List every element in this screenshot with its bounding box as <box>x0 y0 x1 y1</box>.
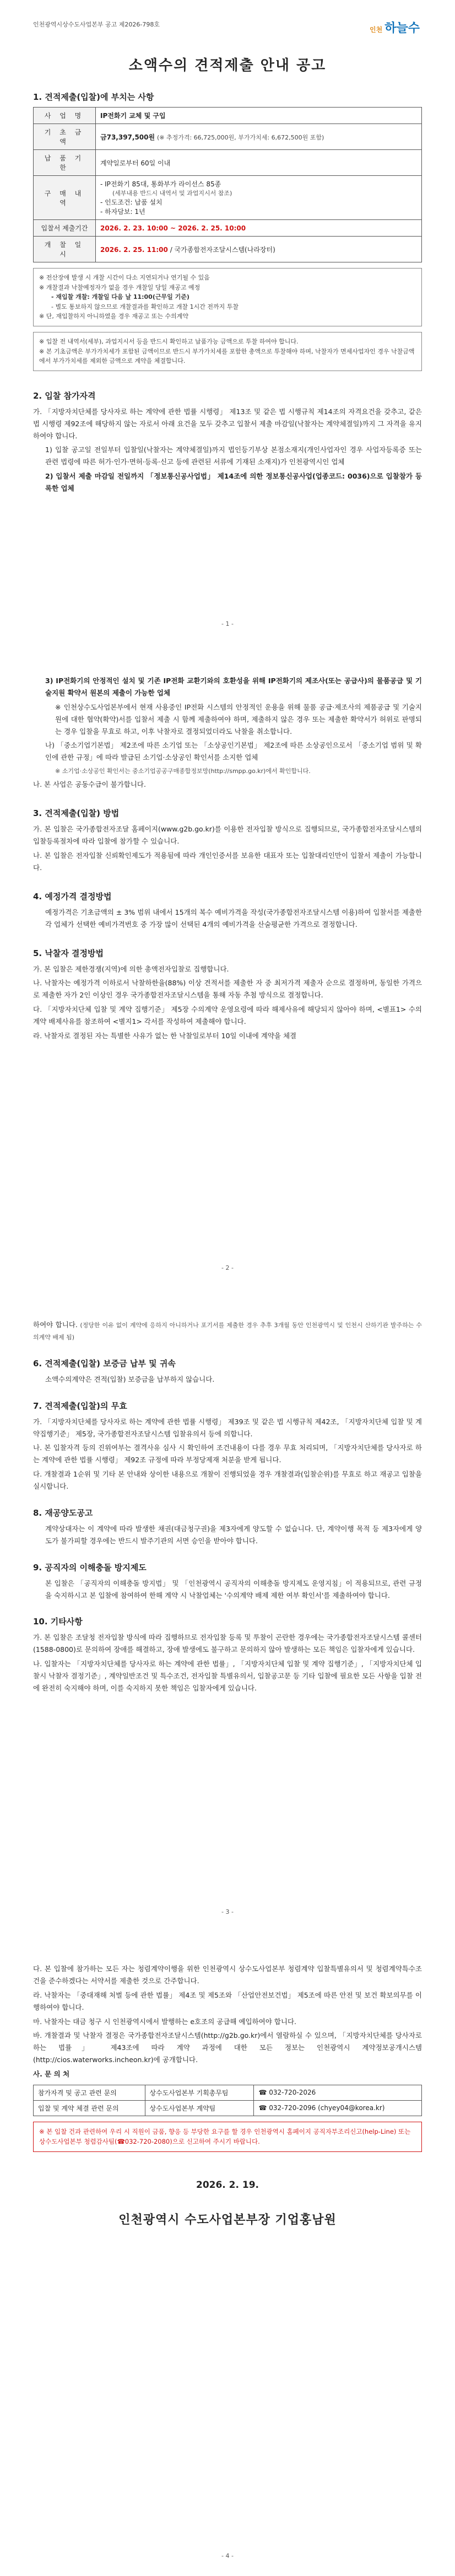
section-1-heading: 1. 견적제출(입찰)에 부치는 사항 <box>33 92 154 102</box>
section-3-heading: 3. 견적제출(입찰) 방법 <box>33 808 120 819</box>
section-5-da: 다. 「지방자치단체 입찰 및 계약 집행기준」 제5장 수의계약 운영요령에 따라 해제사유에 해당되지 않아야 하며, <별표1> 수의계약 배제사유를 참조하여 <별지1> 각서를 작성하여 제출해야 합니다. <box>33 1005 422 1026</box>
section-10-ba: 바. 개찰결과 및 낙찰자 결정은 국가종합전자조달시스템(http://g2b.go.kr)에서 열람하실 수 있으며, 「지방자치단체를 당사자로 하는 법률」 제43조에 따라 계약 과정에 대한 모든 정보는 인천광역시 계약정보공개시스템(http://cios.waterworks.incheon.kr)에 공개합니다. <box>33 2031 422 2064</box>
section-10-na: 나. 입찰자는 「지방자치단체를 당사자로 하는 계약에 관한 법률」, 「지방자치단체 입찰 및 계약 집행기준」, 「지방자치단체 입찰시 낙찰자 결정기준」, 계약일반조건 및 특수조건, 전자입찰 특별유의서, 입찰공고문 등 기타 입찰에 필요한 모든 사항을 입찰 전에 완전히 숙지해야 하며, 이를 숙지하지 못한 책임은 입찰자에게 있습니다. <box>33 1660 422 1692</box>
footnotes: ※ 입찰 전 내역서(세부), 과업지시서 등을 반드시 확인하고 납품가능 금액으로 투찰 하여야 합니다. ※ 본 기초금액은 부가가치세가 포함된 금액이므로 반드시 부가가치세를 포함한 총액으로 투찰해야 하며, 낙찰자가 면세사업자인 경우 낙찰금액에서 부가가치세를 제외한 금액으로 계약을 체결합니다. <box>33 332 422 371</box>
section-5-heading: 5. 낙찰자 결정방법 <box>33 948 104 958</box>
section-7-da: 다. 개찰결과 1순위 및 기타 본 안내와 상이한 내용으로 개찰이 진행되었을 경우 개찰결과(입찰순위)를 무효로 하고 재공고 입찰을 실시합니다. <box>33 1470 422 1490</box>
section-10-ga: 가. 본 입찰은 조달청 전자입찰 방식에 따라 집행하므로 전자입찰 등록 및 투찰이 곤란한 경우에는 국가종합전자조달시스템 콜센터(1588-0800)로 문의하여 장애를 해결하고, 장애 발생에도 불구하고 문의하지 않아 발생하는 모든 책임은 입찰자에게 있습니다. <box>33 1633 422 1654</box>
page-title: 소액수의 견적제출 안내 공고 <box>128 57 327 74</box>
page-2 <box>0 644 455 1288</box>
table-row: 입찰 및 계약 체결 관련 문의 상수도사업본부 계약팀 ☎ 032-720-2096 (chyey04@korea.kr) <box>34 2100 422 2116</box>
section-5-ga: 가. 본 입찰은 제한경쟁(지역)에 의한 총액전자입찰로 집행합니다. <box>33 964 229 973</box>
section-6-heading: 6. 견적제출(입찰) 보증금 납부 및 귀속 <box>33 1358 176 1368</box>
section-9-body: 본 입찰은 「공직자의 이해충돌 방지법」 및 「인천광역시 공직자의 이해충돌 방지제도 운영지침」이 적용되므로, 관련 규정을 숙지하시고 본 입찰에 참여하여 한해 계약 시 낙찰업체는 '수의계약 배제 제한 여부 확인서'를 제출하여야 합니다. <box>45 1579 422 1600</box>
section-8-heading: 8. 재공양도공고 <box>33 1507 93 1518</box>
table-row: 기 초 금 액 금73,397,500원 (※ 추정가격: 66,725,000원, 부가가치세: 6,672,500원 포함) <box>34 124 422 150</box>
section-10-ma: 마. 낙찰자는 대금 청구 시 인천광역시에서 발행하는 e호조의 공급해 예입하여야 합니다. <box>33 2017 296 2026</box>
page-3 <box>0 1288 455 1932</box>
page-number: - 1 - <box>221 620 234 627</box>
section-9-heading: 9. 공직자의 이해충돌 방지제도 <box>33 1562 147 1573</box>
bid-info-table <box>33 107 422 262</box>
page-number: - 3 - <box>221 1908 234 1915</box>
page-number: - 4 - <box>221 2552 234 2559</box>
section-7-na: 나. 본 입찰자격 등의 진위여부는 결격사유 심사 시 확인하여 조건내용이 다를 경우 무효 처리되며, 「지방자치단체를 당사자로 하는 계약에 관한 법률 시행령」 제92조 규정에 따라 부정당제재 처분을 받게 됩니다. <box>33 1443 422 1464</box>
section-10-da: 다. 본 입찰에 참가하는 모든 자는 청렴계약이행을 위한 인천광역시 상수도사업본부 청렴계약 입찰특별유의서 및 청렴계약특수조건을 준수하겠다는 서약서를 제출한 것으로 간주합니다. <box>33 1965 422 1985</box>
table-row: 구 매 내 역 - IP전화기 85대, 통화부가 라이선스 85종 (세부내용 반드시 내역서 및 과업지시서 참조) - 인도조건: 납품 설치 - 하자담보: 1년 <box>34 176 422 220</box>
section-3-na: 나. 본 입찰은 전자입찰 신뢰확인제도가 적용됨에 따라 개인인증서를 보유한 대표자 또는 입찰대리인만이 입찰서 제출이 가능합니다. <box>33 851 422 872</box>
section-10-ra: 라. 낙찰자는 「중대재해 처벌 등에 관한 법률」 제4조 및 제5조와 「산업안전보건법」 제5조에 따른 안전 및 보건 확보의무를 이행하여야 합니다. <box>33 1990 422 2011</box>
section-2-intro: 가. 「지방자치단체를 당사자로 하는 계약에 관한 법률 시행령」 제13조 및 같은 법 시행규칙 제14조의 자격요건을 갖추고, 같은 법 시행령 제92조에 해당하지 않는 자로서 아래 요건을 모두 갖추고 입찰서 제출 마감일(낙찰자는 계약체결일)까지 그 자격을 유지하여야 합니다. <box>33 407 422 440</box>
logo: 인천 하늘수 <box>370 22 420 35</box>
section-4-body: 예정가격은 기초금액의 ± 3% 범위 내에서 15개의 복수 예비가격을 작성(국가종합전자조달시스템 이용)하여 입찰서를 제출한 각 업체가 선택한 예비가격번호 중 가장 많이 선택된 4개의 예비가격을 산술평균한 가격으로 결정합니다. <box>45 908 422 929</box>
table-row: 개 찰 일 시 2026. 2. 25. 11:00 / 국가종합전자조달시스템(나라장터) <box>34 237 422 262</box>
section-5-na: 나. 낙찰자는 예정가격 이하로서 낙찰하한율(88%) 이상 견적서를 제출한 자 중 최저가격 제출자 순으로 결정하며, 동일한 가격으로 제출한 자가 2인 이상인 경우 국가종합전자조달시스템을 통해 자동 추첨 방식으로 결정합니다. <box>33 979 422 1000</box>
section-2-item-3: 3) IP전화기의 안정적인 설치 및 기존 IP전화 교환기와의 호환성을 위해 IP전화기의 제조사(또는 공급사)의 물품공급 및 기술지원 확약서 원본의 제출이 가능한 업체 <box>45 677 422 697</box>
section-2-item-1: 1) 입찰 공고일 전일부터 입찰일(낙찰자는 계약체결일)까지 법인등기부상 본점소재지(개인사업자인 경우 사업자등록증 또는 관련 법령에 따른 허가·인가·면허·등록·신고 등에 관련된 서류에 기재된 소재지)가 인천광역시인 업체 <box>45 446 422 466</box>
section-5-cont: 하여야 합니다. (정당한 이유 없이 계약에 응하지 아니하거나 포기서를 제출한 경우 추후 3개월 동안 인천광역시 및 인천시 산하기관 발주하는 수의계약 배제 됨) <box>33 1321 422 1341</box>
page-1 <box>0 0 455 644</box>
section-3-ga: 가. 본 입찰은 국가종합전자조달 홈페이지(www.g2b.go.kr)를 이용한 전자입찰 방식으로 집행되므로, 국가종합전자조달시스템의 입찰등록절차에 따라 입찰에 참가할 수 있습니다. <box>33 825 422 846</box>
document-number: 인천광역시상수도사업본부 공고 제2026-798호 <box>33 21 160 28</box>
table-row: 입찰서 제출기간 2026. 2. 23. 10:00 ~ 2026. 2. 25. 10:00 <box>34 220 422 237</box>
section-2-item-4-note: ※ 소기업·소상공인 확인서는 중소기업공공구매종합정보망(http://smpp.go.kr)에서 확인합니다. <box>55 768 311 775</box>
integrity-notice: ※ 본 입찰 건과 관련하여 우리 시 직원이 금품, 향응 등 부당한 요구를 할 경우 인천광역시 홈페이지 공직자부조리신고(help-Line) 또는 상수도사업본부 청렴감사팀(☎032-720-2080)으로 신고하여 주시기 바랍니다. <box>33 2122 422 2152</box>
table-row: 참가자격 및 공고 관련 문의 상수도사업본부 기획총무팀 ☎ 032-720-2026 <box>34 2085 422 2100</box>
section-2-item-2: 2) 입찰서 제출 마감일 전일까지 「정보통신공사업법」 제14조에 의한 정보통신공사업(업종코드: 0036)으로 입찰참가 등록한 업체 <box>45 472 422 492</box>
table-row: 사 업 명 IP전화기 교체 및 구입 <box>34 108 422 124</box>
section-2-heading: 2. 입찰 참가자격 <box>33 390 96 401</box>
section-7-heading: 7. 견적제출(입찰)의 무효 <box>33 1400 127 1411</box>
contact-table <box>33 2085 422 2116</box>
section-2-item-4: 나) 「중소기업기본법」 제2조에 따른 소기업 또는 「소상공인기본법」 제2조에 따른 소상공인으로서 「중소기업 범위 및 확인에 관한 규정」에 따라 발급된 소기업·소상공인 확인서를 소지한 업체 <box>45 741 422 762</box>
table-row: 납 품 기 한 계약일로부터 60일 이내 <box>34 150 422 176</box>
section-8-body: 계약상대자는 이 계약에 따라 발생한 채권(대금청구권)을 제3자에게 양도할 수 없습니다. 단, 계약이행 목적 등 제3자에게 양도가 불가피할 경우에는 반드시 발주기관의 서면 승인을 받아야 합니다. <box>45 1524 422 1545</box>
section-6-body: 소액수의계약은 견적(입찰) 보증금을 납부하지 않습니다. <box>45 1375 215 1383</box>
section-10-heading: 10. 기타사항 <box>33 1617 83 1627</box>
section-5-ra: 라. 낙찰자로 결정된 자는 특별한 사유가 없는 한 낙찰일로부터 10일 이내에 계약을 체결 <box>33 1031 297 1040</box>
bid-notes: ※ 전산장애 발생 시 개찰 시간이 다소 지연되거나 연기될 수 있음 ※ 개찰결과 낙찰예정자가 없을 경우 개찰일 당일 재공고 예정 - 재입찰 개찰: 개찰일 다음 날 11:00(근무일 기준) - 별도 통보하지 않으므로 개찰결과를 확인하고 개찰 1시간 전까지 투찰 ※ 단, 재입찰하지 아니하였을 경우 재공고 또는 수의계약 <box>33 268 422 326</box>
page-number: - 2 - <box>221 1264 234 1271</box>
contact-heading: 사. 문 의 처 <box>33 2070 70 2078</box>
issuing-organization: 인천광역시 수도사업본부장 기업홍남원 <box>118 2213 337 2227</box>
section-7-ga: 가. 「지방자치단체를 당사자로 하는 계약에 관한 법률 시행령」 제39조 및 같은 법 시행규칙 제42조, 「지방자치단체 입찰 및 계약집행기준」 제5장, 국가종합전자조달시스템 입찰유의서 등에 의합니다. <box>33 1417 422 1438</box>
notice-date: 2026. 2. 19. <box>196 2179 259 2191</box>
section-2-joint: 나. 본 사업은 공동수급이 불가합니다. <box>33 780 146 789</box>
section-2-item-3-note: ※ 인천상수도사업본부에서 현재 사용중인 IP전화 시스템의 안정적인 운용을 위해 물품 공급·제조사의 제품공급 및 기술지원에 대한 협약(확약)서를 입찰서 제출 시 함께 제출하여야 하며, 제출하지 않은 경우 또는 제출한 확약서가 허위로 판명되는 경우 입찰을 무효로 하고, 이후 낙찰자로 결정되었더라도 낙찰을 취소합니다. <box>55 702 422 736</box>
page-4 <box>0 1932 455 2576</box>
section-4-heading: 4. 예정가격 결정방법 <box>33 891 112 901</box>
